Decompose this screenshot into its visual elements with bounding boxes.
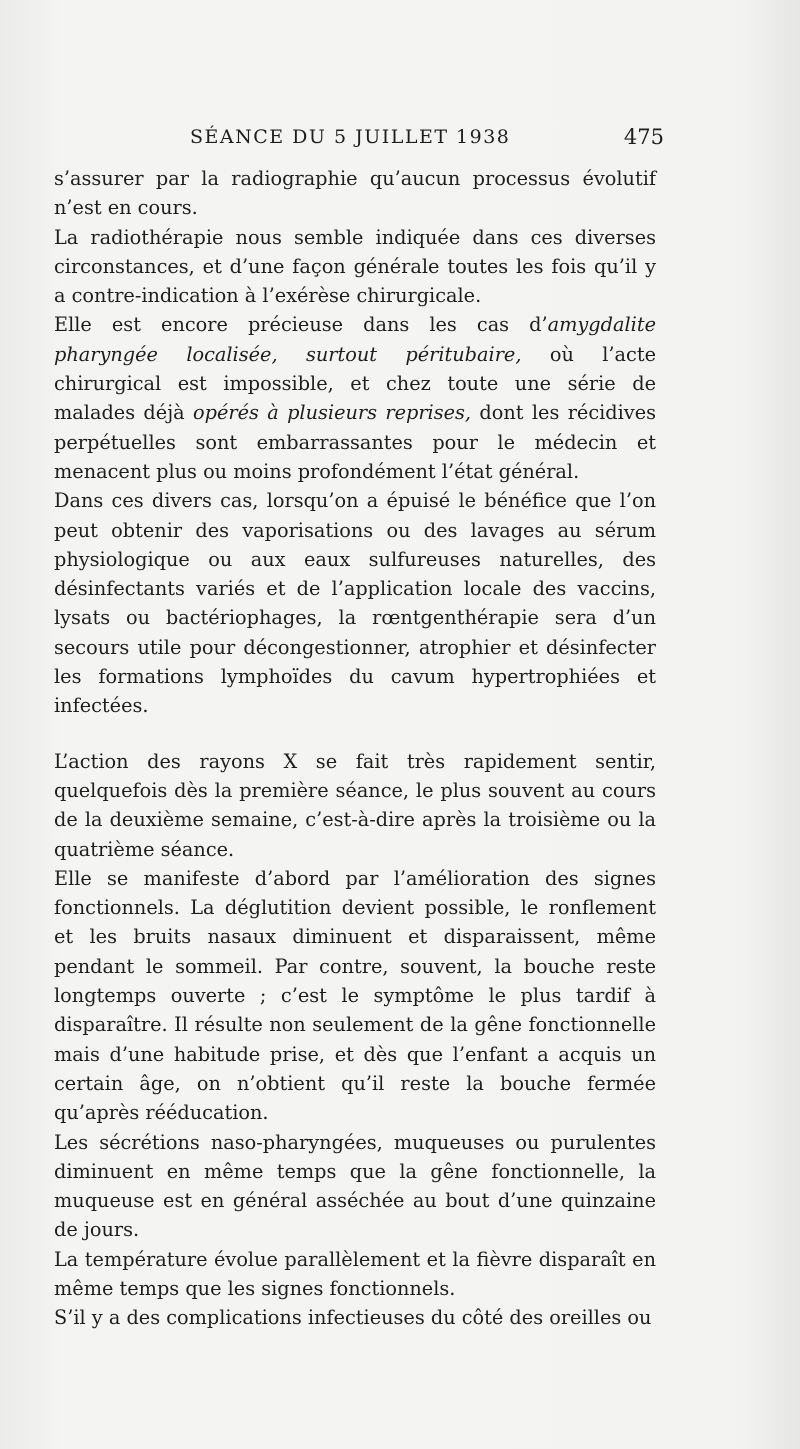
running-head-title: SÉANCE DU 5 JUILLET 1938 (190, 126, 511, 148)
paragraph-text: où l’acte chirurgical est impossible, et chez toute une série de malades déjà (54, 342, 656, 425)
paragraph: La radiothérapie nous semble indiquée dans ces diverses circonstances, et d’une façon générale toutes les fois qu’il y a contre-indication à l’exérèse chirurgicale. (54, 225, 656, 308)
paragraph: s’assurer par la radiographie qu’aucun processus évolutif n’est en cours. (54, 167, 656, 220)
paragraph (54, 310, 656, 486)
paragraph: La température évolue parallèlement et la fièvre disparaît en même temps que les signes fonctionnels. (54, 1247, 656, 1300)
running-head (56, 120, 664, 154)
paragraph-text: Elle est encore précieuse dans les cas d’ (54, 313, 548, 337)
paragraph-text: dont les récidives perpétuelles sont embarrassantes pour le médecin et menacent plus ou moins profondément l’état général. (54, 401, 656, 483)
page-number: 475 (623, 125, 664, 149)
italic-term: opérés à plusieurs reprises, (193, 401, 472, 425)
body-text (54, 164, 656, 1333)
paragraph: L’action des rayons X se fait très rapidement sentir, quelquefois dès la première séance, le plus souvent au cours de la deuxième semaine, c’est-à-dire après la troisième ou la quatrième séance. (54, 749, 656, 861)
italic-term: amygdalite pharyngée localisée, surtout péritubaire, (54, 313, 656, 366)
paragraph: S’il y a des complications infectieuses du côté des oreilles ou (54, 1306, 652, 1330)
paragraph: Elle se manifeste d’abord par l’amélioration des signes fonctionnels. La déglutition devient possible, le ronflement et les bruits nasaux diminuent et disparaissent, même pendant le sommeil. Par contre, souvent, la bouche reste longtemps ouverte ; c’est le symptôme le plus tardif à disparaître. Il résulte non seulement de la gêne fonctionnelle mais d’une habitude prise, et dès que l’enfant a acquis un certain âge, on n’obtient qu’il reste la bouche fermée qu’après rééducation. (54, 866, 656, 1125)
paragraph: Dans ces divers cas, lorsqu’on a épuisé le bénéfice que l’on peut obtenir des vaporisations ou des lavages au sérum physiologique ou aux eaux sulfureuses naturelles, des désinfectants variés et de l’application locale des vaccins, lysats ou bactériophages, la rœntgenthérapie sera d’un secours utile pour décongestionner, atrophier et désinfecter les formations lymphoïdes du cavum hypertrophiées et infectées. (54, 489, 656, 718)
paragraph: Les sécrétions naso-pharyngées, muqueuses ou purulentes diminuent en même temps que la gêne fonctionnelle, la muqueuse est en général asséchée au bout d’une quinzaine de jours. (54, 1130, 656, 1242)
